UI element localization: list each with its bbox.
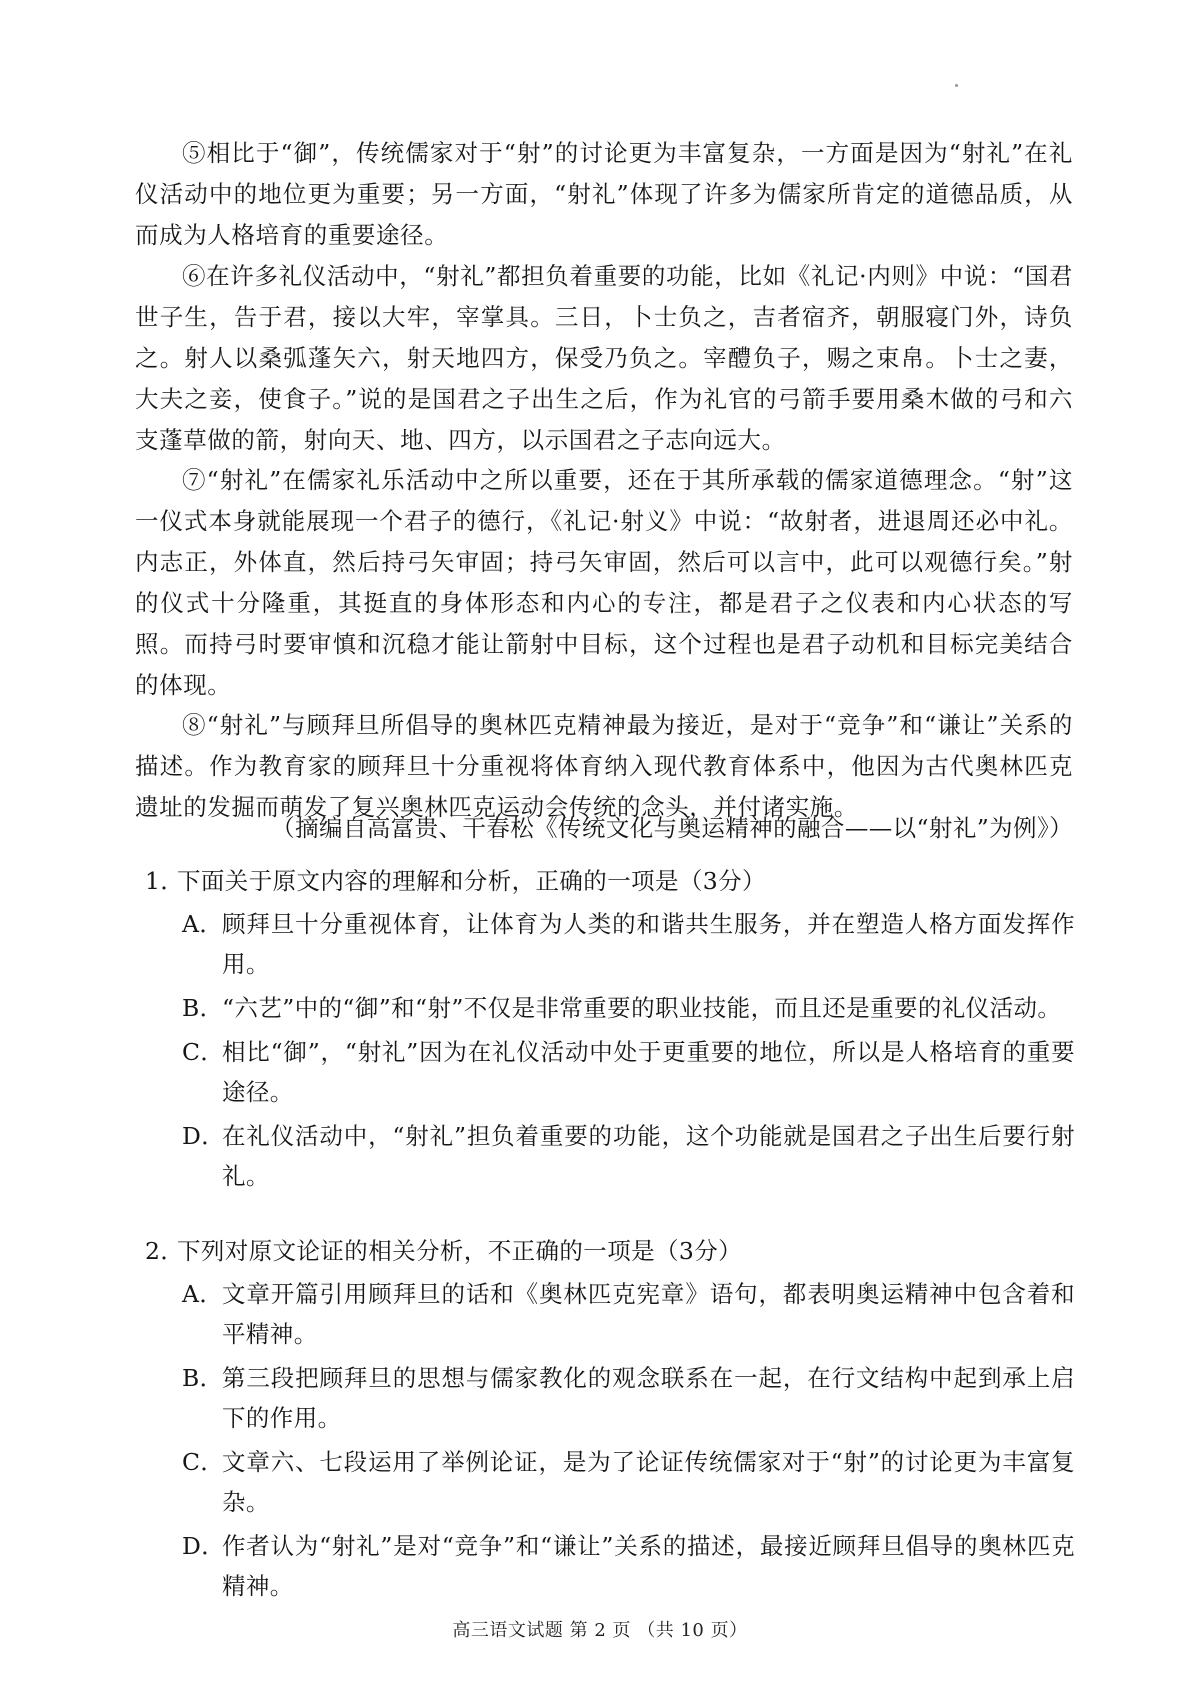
option-c (182, 1442, 1075, 1522)
paragraph-8: ⑧“射礼”与顾拜旦所倡导的奥林匹克精神最为接近，是对于“竞争”和“谦让”关系的描述。作为教育家的顾拜旦十分重视将体育纳入现代教育体系中，他因为古代奥林匹克遗址的发掘而萌发了复兴奥林匹克运动会传统的念头，并付诸实施。 (135, 711, 1073, 821)
question-stem (145, 861, 1075, 901)
scan-dot (955, 84, 958, 87)
option-text: 文章开篇引用顾拜旦的话和《奥林匹克宪章》语句，都表明奥运精神中包含着和平精神。 (222, 1280, 1075, 1348)
page-footer: 高三语文试题 第 2 页 （共 10 页） (452, 1620, 748, 1641)
option-letter: B． (182, 1364, 224, 1392)
option-b (182, 1358, 1075, 1438)
paragraph-6: ⑥在许多礼仪活动中，“射礼”都担负着重要的功能，比如《礼记·内则》中说：“国君世子生，告于君，接以大牢，宰掌具。三日，卜士负之，吉者宿齐，朝服寝门外，诗负之。射人以桑弧蓬矢六，射天地四方，保受乃负之。宰醴负子，赐之束帛。卜士之妻，大夫之妾，使食子。”说的是国君之子出生之后，作为礼官的弓箭手要用桑木做的弓和六支蓬草做的箭，射向天、地、四方，以示国君之子志向远大。 (135, 262, 1073, 454)
question-1 (145, 861, 1075, 1200)
option-text: “六艺”中的“御”和“射”不仅是非常重要的职业技能，而且还是重要的礼仪活动。 (222, 994, 1062, 1022)
question-stem (145, 1231, 1075, 1271)
paragraph-5: ⑤相比于“御”，传统儒家对于“射”的讨论更为丰富复杂，一方面是因为“射礼”在礼仪活动中的地位更为重要；另一方面，“射礼”体现了许多为儒家所肯定的道德品质，从而成为人格培育的重要途径。 (135, 139, 1073, 249)
option-d (182, 1526, 1075, 1606)
paragraph-7: ⑦“射礼”在儒家礼乐活动中之所以重要，还在于其所承载的儒家道德理念。“射”这一仪式本身就能展现一个君子的德行，《礼记·射义》中说：“故射者，进退周还必中礼。内志正，外体直，然后持弓矢审固；持弓矢审固，然后可以言中，此可以观德行矣。”射的仪式十分隆重，其挺直的身体形态和内心的专注，都是君子之仪表和内心状态的写照。而持弓时要审慎和沉稳才能让箭射中目标，这个过程也是君子动机和目标完美结合的体现。 (135, 466, 1073, 699)
question-2 (145, 1231, 1075, 1610)
option-text: 文章六、七段运用了举例论证，是为了论证传统儒家对于“射”的讨论更为丰富复杂。 (222, 1448, 1075, 1516)
source-citation: （摘编自高富贵、干春松《传统文化与奥运精神的融合——以“射礼”为例》） (271, 814, 1073, 842)
option-a (182, 904, 1075, 984)
option-letter: A． (182, 1280, 224, 1308)
option-text: 相比“御”，“射礼”因为在礼仪活动中处于更重要的地位，所以是人格培育的重要途径。 (222, 1038, 1075, 1106)
option-letter: A． (182, 910, 224, 938)
question-text: 下面关于原文内容的理解和分析，正确的一项是（3分） (177, 867, 766, 895)
option-letter: C． (182, 1038, 225, 1066)
option-letter: C． (182, 1448, 225, 1476)
question-number: 1． (145, 867, 185, 895)
option-letter: D． (182, 1122, 226, 1150)
question-number: 2． (145, 1237, 185, 1265)
option-letter: D． (182, 1532, 226, 1560)
option-c (182, 1032, 1075, 1112)
option-text: 顾拜旦十分重视体育，让体育为人类的和谐共生服务，并在塑造人格方面发挥作用。 (222, 910, 1075, 978)
option-text: 第三段把顾拜旦的思想与儒家教化的观念联系在一起，在行文结构中起到承上启下的作用。 (222, 1364, 1075, 1432)
option-b (182, 988, 1075, 1028)
option-text: 在礼仪活动中，“射礼”担负着重要的功能，这个功能就是国君之子出生后要行射礼。 (222, 1122, 1075, 1190)
option-a (182, 1274, 1075, 1354)
option-letter: B． (182, 994, 224, 1022)
option-d (182, 1116, 1075, 1196)
question-text: 下列对原文论证的相关分析，不正确的一项是（3分） (177, 1237, 743, 1265)
option-text: 作者认为“射礼”是对“竞争”和“谦让”关系的描述，最接近顾拜旦倡导的奥林匹克精神。 (222, 1532, 1075, 1600)
